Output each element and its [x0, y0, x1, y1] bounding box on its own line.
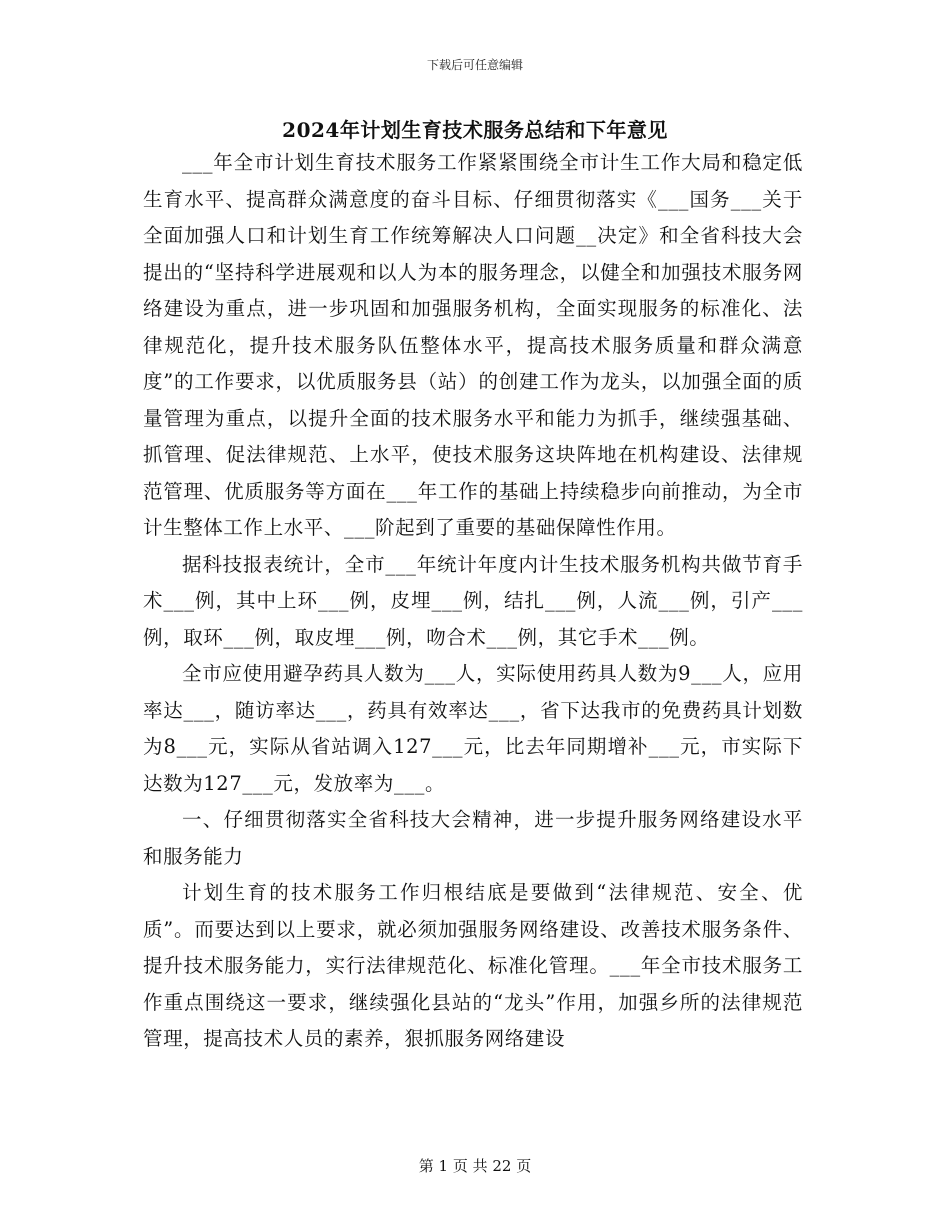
paragraph-section-1: 计划生育的技术服务工作归根结底是要做到“法律规范、安全、优质”。而要达到以上要求，就必须加强服务网络建设、改善技术服务条件、提升技术服务能力，实行法律规范化、标准化管理。___年全市技术服务工作重点围绕这一要求，继续强化县站的“龙头”作用，加强乡所的法律规范管理，提高技术人员的素养，狠抓服务网络建设	[143, 881, 803, 1050]
page-footer: 第 1 页 共 22 页	[418, 1157, 532, 1175]
paragraph-statistics: 据科技报表统计，全市___年统计年度内计生技术服务机构共做节育手术___例，其中上环___例，皮埋___例，结扎___例，人流___例，引产___例，取环___例，取皮埋___例，吻合术___例，其它手术___例。	[143, 552, 803, 649]
section-heading-1: 一、仔细贯彻落实全省科技大会精神，进一步提升服务网络建设水平和服务能力	[143, 808, 803, 868]
document-body	[143, 145, 803, 1058]
paragraph-intro: ___年全市计划生育技术服务工作紧紧围绕全市计生工作大局和稳定低生育水平、提高群众满意度的奋斗目标、仔细贯彻落实《___国务___关于全面加强人口和计划生育工作统筹解决人口问题__决定》和全省科技大会提出的“坚持科学进展观和以人为本的服务理念，以健全和加强技术服务网络建设为重点，进一步巩固和加强服务机构，全面实现服务的标准化、法律规范化，提升技术服务队伍整体水平，提高技术服务质量和群众满意度”的工作要求，以优质服务县（站）的创建工作为龙头，以加强全面的质量管理为重点，以提升全面的技术服务水平和能力为抓手，继续强基础、抓管理、促法律规范、上水平，使技术服务这块阵地在机构建设、法律规范管理、优质服务等方面在___年工作的基础上持续稳步向前推动，为全市计生整体工作上水平、___阶起到了重要的基础保障性作用。	[143, 151, 803, 539]
paragraph-contraceptives: 全市应使用避孕药具人数为___人，实际使用药具人数为9___人，应用率达___，随访率达___，药具有效率达___，省下达我市的免费药具计划数为8___元，实际从省站调入127___元，比去年同期增补___元，市实际下达数为127___元，发放率为___。	[143, 662, 803, 795]
header-note: 下载后可任意编辑	[426, 58, 523, 72]
document-title: 2024年计划生育技术服务总结和下年意见	[282, 118, 668, 142]
